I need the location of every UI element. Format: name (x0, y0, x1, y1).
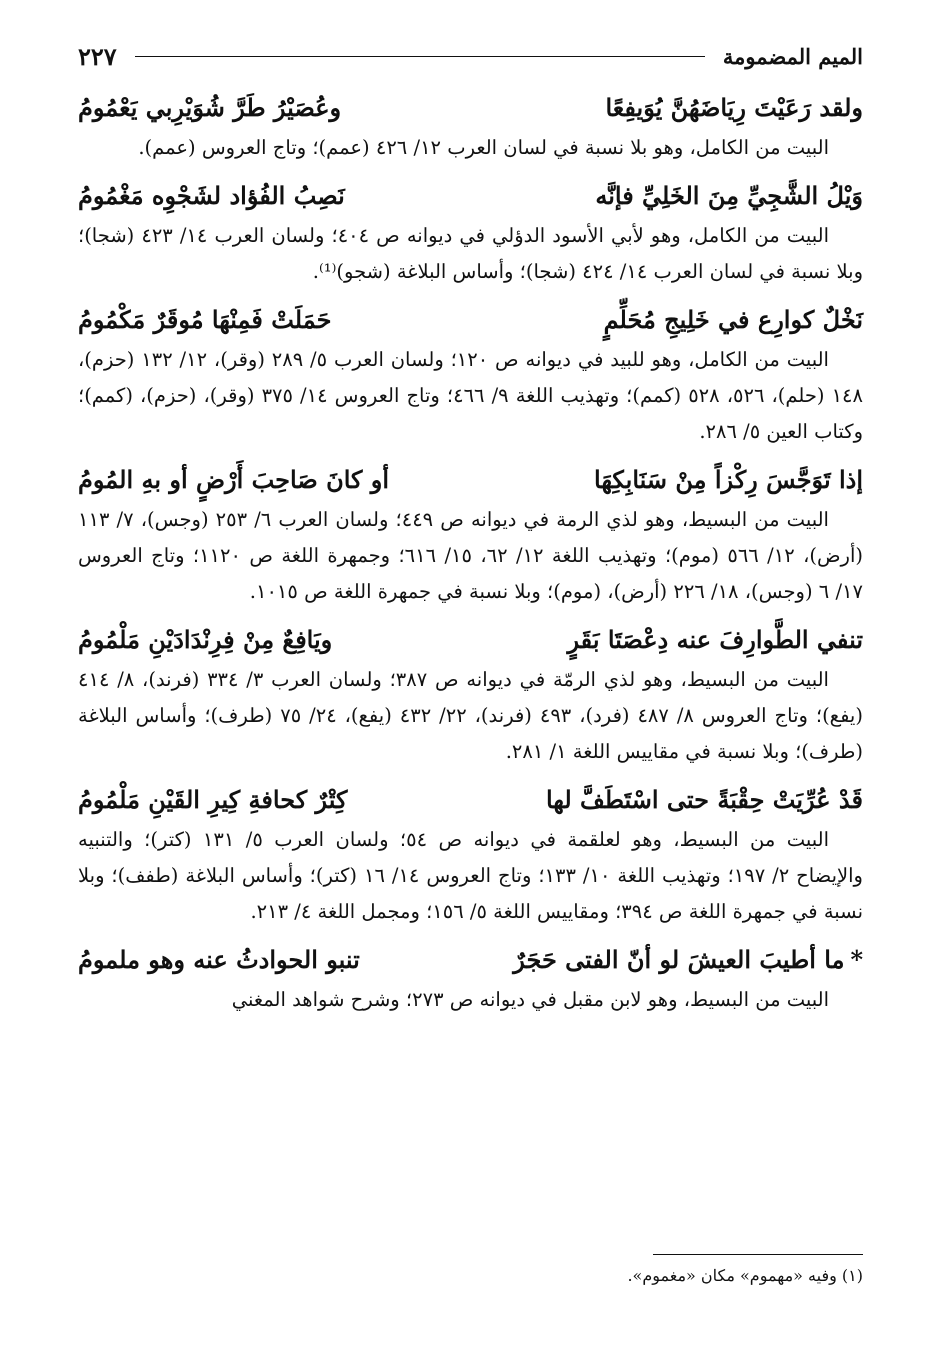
verse-commentary (78, 822, 863, 930)
first-hemistich: ولقد رَعَيْتَ رِيَاضَهُنَّ يُوَيفِعًا (605, 93, 863, 122)
second-hemistich: حَمَلَتْ فَمِنْهَا مُوقَرٌ مَكْمُومُ (78, 305, 332, 334)
verse-entry-2 (78, 174, 863, 290)
running-title: الميم المضمومة (722, 43, 863, 69)
verse-commentary (78, 662, 863, 770)
verse-entry-6 (78, 778, 863, 930)
verse-line (78, 938, 863, 982)
commentary-text: البيت من الكامل، وهو لأبي الأسود الدؤلي في ديوانه ص ٤٠٤؛ ولسان العرب ١٤/ ٤٢٣ (شجا)؛ وبلا نسبة في لسان العرب ١٤/ ٤٢٤ (شجا)؛ وأساس البلاغة (شجو)⁽¹⁾. (78, 224, 863, 283)
verse-line (78, 458, 863, 502)
second-hemistich: تنبو الحوادثُ عنه وهو ملمومُ (78, 945, 360, 974)
commentary-text: البيت من البسيط، وهو لابن مقبل في ديوانه ص ٢٧٣؛ وشرح شواهد المغني (231, 988, 829, 1011)
first-hemistich: تنفي الطَّوارِفَ عنه دِعْصَتَا بَقَرٍ (567, 625, 863, 654)
verse-entry-3 (78, 298, 863, 450)
second-hemistich: نَصِبُ الفُؤاد لشَجْوِه مَغْمُومُ (78, 181, 345, 210)
commentary-text: البيت من الكامل، وهو للبيد في ديوانه ص ١٢٠؛ ولسان العرب ٥/ ٢٨٩ (وقر)، ١٢/ ١٣٢ (حزم)، ١٤٨ (حلم)، ٥٢٦، ٥٢٨ (كمم)؛ وتهذيب اللغة ٩/ ٤٦٦؛ وتاج العروس ١٤/ ٣٧٥ (وقر)، (حزم)، (كمم)؛ وكتاب العين ٥/ ٢٨٦. (78, 348, 863, 443)
verse-line (78, 174, 863, 218)
second-hemistich: ويَافِعٌ مِنْ فِرِنْدَادَيْنِ مَلْمُومُ (78, 625, 333, 654)
commentary-text: البيت من البسيط، وهو لعلقمة في ديوانه ص ٥٤؛ ولسان العرب ٥/ ١٣١ (كتر)؛ والتنبيه والإيضاح ٢/ ١٩٧؛ وتهذيب اللغة ١٠/ ١٣٣؛ وتاج العروس ١٤/ ١٦ (كتر)؛ وأساس البلاغة (طفف)؛ وبلا نسبة في جمهرة اللغة ص ٣٩٤؛ ومقاييس اللغة ٥/ ١٥٦؛ ومجمل اللغة ٤/ ٢١٣. (78, 828, 863, 923)
verse-line (78, 618, 863, 662)
verse-entry-7 (78, 938, 863, 1018)
first-hemistich: وَيْلُ الشَّجِيِّ مِنَ الخَلِيِّ فإنَّه (595, 181, 863, 210)
verse-entry-1 (78, 86, 863, 166)
verse-commentary (78, 342, 863, 450)
page-number: ٢٢٧ (78, 41, 117, 71)
verse-line (78, 298, 863, 342)
header-rule (135, 56, 705, 57)
footnote: (١) وفيه «مهموم» مكان «مغموم». (627, 1266, 863, 1285)
first-hemistich (513, 938, 863, 982)
verse-commentary (78, 982, 863, 1018)
first-hemistich: قَدْ عُرِّيَتْ حِقْبَةً حتى اسْتَطَفَّ لها (545, 785, 863, 814)
star-marker: * (850, 945, 863, 974)
page-header (78, 34, 863, 78)
verse-entry-4 (78, 458, 863, 610)
commentary-text: البيت من الكامل، وهو بلا نسبة في لسان العرب ١٢/ ٤٢٦ (عمم)؛ وتاج العروس (عمم). (138, 136, 829, 159)
footnote-rule (653, 1254, 863, 1255)
verse-commentary (78, 502, 863, 610)
verse-commentary (78, 130, 863, 166)
first-hemistich: إذا تَوَجَّسَ رِكْزاً مِنْ سَنَابِكِهَا (594, 465, 863, 494)
verse-commentary (78, 218, 863, 290)
verse-line (78, 778, 863, 822)
second-hemistich: أو كانَ صَاحِبَ أَرْضٍ أو بهِ المُومُ (78, 465, 390, 494)
first-hemistich-text: ما أطيبَ العيشَ لو أنّ الفتى حَجَرٌ (513, 945, 845, 974)
commentary-text: البيت من البسيط، وهو لذي الرمّة في ديوانه ص ٣٨٧؛ ولسان العرب ٣/ ٣٣٤ (فرند)، ٨/ ٤١٤ (يفع)؛ وتاج العروس ٨/ ٤٨٧ (فرد)، ٤٩٣ (فرند)، ٢٢/ ٤٣٢ (يفع)، ٢٤/ ٧٥ (طرف)؛ وأساس البلاغة (طرف)؛ وبلا نسبة في مقاييس اللغة ١/ ٢٨١. (78, 668, 863, 763)
verse-entry-5 (78, 618, 863, 770)
verse-line (78, 86, 863, 130)
second-hemistich: وعُصَيْرُ طَرَّ شُوَيْرِبي يَعْمُومُ (78, 93, 342, 122)
commentary-text: البيت من البسيط، وهو لذي الرمة في ديوانه ص ٤٤٩؛ ولسان العرب ٦/ ٢٥٣ (وجس)، ٧/ ١١٣ (أرض)، ١٢/ ٥٦٦ (موم)؛ وتهذيب اللغة ١٢/ ٦٢، ١٥/ ٦١٦؛ وجمهرة اللغة ص ١١٢٠؛ وتاج العروس ١٧/ ٦ (وجس)، ١٨/ ٢٢٦ (أرض)، (موم)؛ وبلا نسبة في جمهرة اللغة ص ١٠١٥. (78, 508, 863, 603)
second-hemistich: كِتْرٌ كحافةِ كِيرِ القَيْنِ مَلْمُومُ (78, 785, 348, 814)
first-hemistich: نَخْلٌ كوارِع في خَلِيجِ مُحَلِّمٍ (603, 305, 863, 334)
